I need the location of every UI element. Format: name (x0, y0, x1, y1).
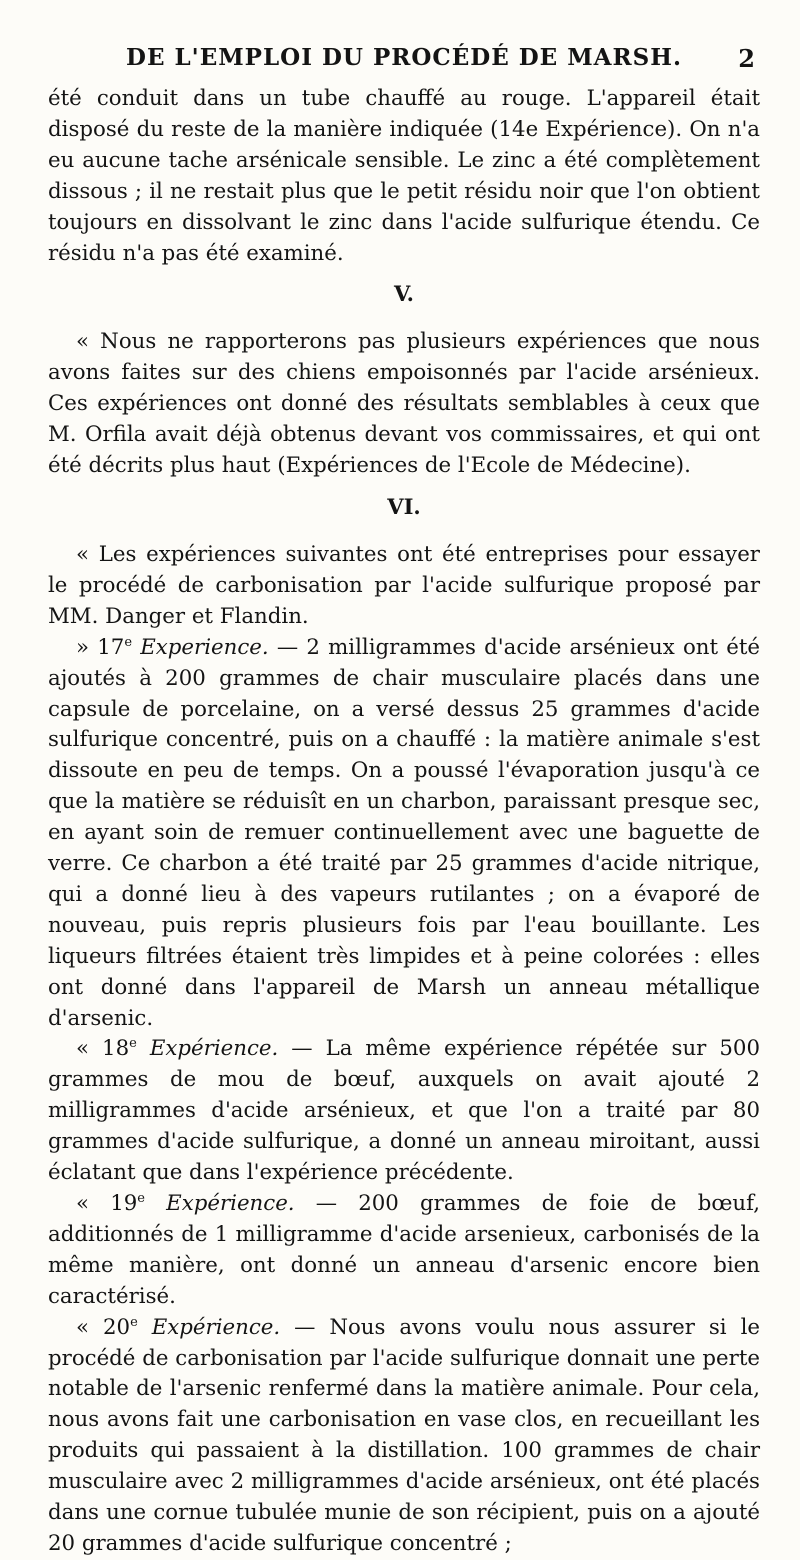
experience-20-sup: e (130, 1314, 138, 1330)
experience-17-prefix: » 17 (76, 634, 125, 660)
experience-20-prefix: « 20 (76, 1314, 131, 1340)
experience-18-paragraph (48, 1034, 760, 1189)
experience-18-title: Expérience. (149, 1036, 279, 1062)
experience-17-title: Experience. (140, 634, 269, 660)
section-vi-intro: « Les expériences suivantes ont été entreprises pour essayer le procédé de carbonisation par l'acide sulfurique proposé par MM. Danger et Flandin. (48, 541, 760, 629)
experience-18-sup: e (129, 1036, 137, 1052)
experience-17-sup: e (124, 634, 133, 650)
experience-17-paragraph (48, 633, 760, 1035)
section-vi-heading: VI. (387, 493, 421, 519)
running-head (48, 44, 760, 84)
experience-20-text: — Nous avons voulu nous assurer si le procédé de carbonisation par l'acide sulfurique donnait une perte notable de l'arsenic renfermé dans la matière animale. Pour cela, nous avons fait une carbonisation en vase clos, en recueillant les produits qui passaient à la distillation. 100 grammes de chair musculaire avec 2 milligrammes d'acide arsénieux, ont été placés dans une cornue tubulée munie de son récipient, puis on a ajouté 20 grammes d'acide sulfurique concentré ; (48, 1314, 760, 1556)
intro-paragraph: été conduit dans un tube chauffé au rouge. L'appareil était disposé du reste de la manière indiquée (14e Expérience). On n'a eu aucune tache arsénicale sensible. Le zinc a été complètement dissous ; il ne restait plus que le petit résidu noir que l'on obtient toujours en dissolvant le zinc dans l'acide sulfurique étendu. Ce résidu n'a pas été examiné. (48, 86, 760, 266)
experience-19-sup: e (137, 1190, 145, 1206)
experience-19-title: Expérience. (166, 1191, 295, 1216)
experience-18-text: — La même expérience répétée sur 500 grammes de mou de bœuf, auxquels on avait ajouté 2 milligrammes d'acide arsénieux, et que l'on a traité par 80 grammes d'acide sulfurique, a donné un anneau miroitant, aussi éclatant que dans l'expérience précédente. (48, 1036, 760, 1186)
page-body (48, 84, 760, 1560)
section-v-heading: V. (394, 281, 414, 307)
experience-20-title: Expérience. (151, 1314, 281, 1340)
experience-19-prefix: « 19 (76, 1191, 138, 1216)
running-head-title: DE L'EMPLOI DU PROCÉDÉ DE MARSH. (126, 44, 682, 71)
experience-20-paragraph (48, 1313, 760, 1560)
experience-19-paragraph (48, 1189, 760, 1313)
experience-18-prefix: « 18 (76, 1036, 130, 1062)
experience-19-text: — 200 grammes de foie de bœuf, additionnés de 1 milligramme d'acide arsenieux, carbonisés de la même manière, ont donné un anneau d'arsenic encore bien caractérisé. (48, 1191, 760, 1309)
page-number: 2 (738, 44, 756, 73)
experience-17-text: — 2 milligrammes d'acide arsénieux ont été ajoutés à 200 grammes de chair musculaire placés dans une capsule de porcelaine, on a versé dessus 25 grammes d'acide sulfurique concentré, puis on a chauffé : la matière animale s'est dissoute en peu de temps. On a poussé l'évaporation jusqu'à ce que la matière se réduisît en un charbon, paraissant presque sec, en ayant soin de remuer continuellement avec une baguette de verre. Ce charbon a été traité par 25 grammes d'acide nitrique, qui a donné lieu à des vapeurs rutilantes ; on a évaporé de nouveau, puis repris plusieurs fois par l'eau bouillante. Les liqueurs filtrées étaient très limpides et à peine colorées : elles ont donné dans l'appareil de Marsh un anneau métallique d'arsenic. (48, 634, 760, 1031)
section-v-paragraph: « Nous ne rapporterons pas plusieurs expériences que nous avons faites sur des chiens empoisonnés par l'acide arsénieux. Ces expériences ont donné des résultats semblables à ceux que M. Orfila avait déjà obtenus devant vos commissaires, et qui ont été décrits plus haut (Expériences de l'Ecole de Médecine). (48, 329, 760, 479)
